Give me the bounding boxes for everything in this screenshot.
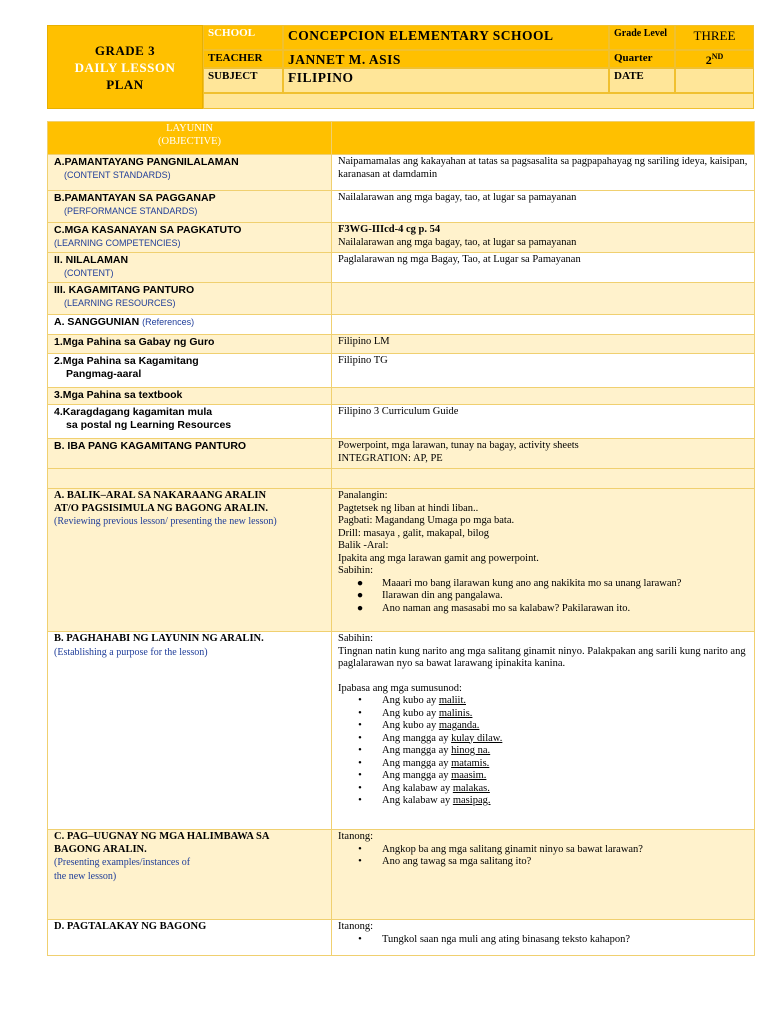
competency-code: F3WG-IIIcd-4 cg p. 54 [338, 224, 441, 235]
sentence-start: Ang kalabaw ay [382, 795, 453, 806]
date-label: DATE [609, 68, 675, 93]
table-row [48, 632, 755, 830]
content-standards-sub: (CONTENT STANDARDS) [64, 169, 171, 180]
row-label [48, 283, 332, 315]
other-value-2: INTEGRATION: AP, PE [338, 452, 443, 464]
header-spacer-row [203, 93, 754, 109]
date-value [675, 68, 754, 93]
proc-a-content [332, 489, 755, 632]
list-item [338, 795, 748, 808]
underlined-word: maliit. [438, 695, 466, 706]
teacher-label: TEACHER [203, 50, 283, 68]
row-label [48, 223, 332, 253]
quarter-label: Quarter [609, 50, 675, 68]
performance-standards-sub: (PERFORMANCE STANDARDS) [64, 205, 198, 216]
row-label [48, 155, 332, 191]
sentence-start: Ang kalabaw ay [382, 782, 453, 794]
list-item-text: Tungkol saan nga muli ang ating binasang teksto kahapon? [382, 933, 631, 945]
teacher-value: JANNET M. ASIS [288, 52, 401, 67]
list-item [338, 934, 748, 947]
list-item [338, 578, 748, 591]
row-label [48, 253, 332, 283]
proc-c-label: C. PAG–UUGNAY NG MGA HALIMBAWA SA [54, 831, 270, 842]
proc-c-line: Itanong: [338, 831, 373, 842]
sentence-start: Ang mangga ay [382, 745, 452, 756]
list-item [338, 770, 748, 783]
proc-b-sub: (Establishing a purpose for the lesson) [54, 646, 208, 658]
objective-title: LAYUNIN [166, 123, 213, 134]
grade-level-value: THREE [675, 25, 754, 50]
bullet-icon: • [358, 795, 362, 806]
resources-sub: (LEARNING RESOURCES) [64, 297, 176, 308]
bullet-icon: • [358, 732, 362, 744]
list-item [338, 720, 748, 733]
proc-c-label-cont: BAGONG ARALIN. [54, 843, 147, 855]
proc-a-label-cont: AT/O PAGSISIMULA NG BAGONG ARALIN. [54, 502, 269, 514]
proc-a-line: Balik -Aral: [338, 540, 389, 551]
table-row [48, 191, 755, 223]
bullet-icon: • [358, 707, 362, 719]
learner-label-cont: Pangmag-aaral [66, 367, 142, 380]
proc-a-line: Pagtetsek ng liban at hindi liban.. [338, 502, 479, 514]
performance-standards-value: Nailalarawan ang mga bagay, tao, at lugar sa pamayanan [332, 191, 755, 223]
proc-b-line: Sabihin: [338, 633, 374, 644]
bullet-icon: ● [356, 590, 364, 601]
list-item-text [382, 770, 486, 783]
bullet-icon: • [358, 757, 362, 769]
performance-standards-label: B.PAMANTAYAN SA PAGGANAP [54, 192, 216, 204]
references-label: A. SANGGUNIAN [54, 316, 140, 328]
table-row [48, 253, 755, 283]
underlined-word: malakas. [452, 782, 490, 794]
textbook-value [332, 388, 755, 405]
additional-value: Filipino 3 Curriculum Guide [332, 405, 755, 439]
content-sub: (CONTENT) [64, 267, 114, 278]
list-item-text [382, 720, 479, 733]
proc-a-label-cell [48, 489, 332, 632]
table-row [48, 405, 755, 439]
other-value-1: Powerpoint, mga larawan, tunay na bagay, activity sheets [338, 440, 579, 451]
references-value [332, 315, 755, 335]
underlined-word: hinog na. [451, 745, 491, 756]
proc-c-content [332, 830, 755, 920]
proc-c-sub-cont: the new lesson) [54, 871, 117, 882]
table-row [48, 489, 755, 632]
content-standards-value: Naipamamalas ang kakayahan at tatas sa pagsasalita sa pagpapahayag ng sariling ideya, kaisipan, karanasan at damdamin [332, 155, 755, 191]
list-item [338, 856, 748, 869]
resources-label: III. KAGAMITANG PANTURO [54, 284, 195, 296]
grade-level-label: Grade Level [609, 25, 675, 50]
list-item-text [382, 745, 490, 758]
subject-value-cell [283, 68, 609, 93]
table-row [48, 335, 755, 354]
content-value: Paglalarawan ng mga Bagay, Tao, at Lugar sa Pamayanan [332, 253, 755, 283]
row-label [48, 405, 332, 439]
plan-title: PLAN [106, 76, 144, 92]
list-item [338, 708, 748, 721]
table-row [48, 388, 755, 405]
objective-header [48, 122, 332, 155]
table-row [48, 223, 755, 253]
table-row [48, 283, 755, 315]
proc-d-line: Itanong: [338, 921, 373, 932]
underlined-word: masipag. [452, 795, 491, 806]
proc-a-line: Panalangin: [338, 490, 388, 501]
bullet-icon: ● [356, 602, 364, 614]
lesson-plan-header [47, 25, 754, 109]
sentence-start: Ang kubo ay [382, 695, 439, 706]
underlined-word: malinis. [438, 707, 473, 719]
proc-b-label-cell [48, 632, 332, 830]
school-value-cell [283, 25, 609, 50]
proc-a-line: Pagbati: Magandang Umaga po mga bata. [338, 515, 515, 526]
sentence-start: Ang mangga ay [382, 757, 452, 769]
underlined-word: maganda. [438, 720, 480, 731]
list-item-text [382, 758, 489, 771]
proc-a-line: Sabihin: [338, 565, 374, 576]
bullet-icon: • [358, 720, 362, 731]
list-item-text: Angkop ba ang mga salitang ginamit ninyo sa bawat larawan? [382, 843, 643, 855]
table-row [48, 354, 755, 388]
underlined-word: maasim. [451, 770, 487, 781]
grade-title: GRADE 3 [94, 42, 156, 58]
bullet-icon: • [358, 695, 362, 706]
list-item [338, 783, 748, 796]
list-item [338, 733, 748, 746]
table-row [48, 439, 755, 469]
objective-subtitle: (OBJECTIVE) [158, 135, 221, 147]
competencies-cell [332, 223, 755, 253]
underlined-word: matamis. [451, 757, 490, 769]
proc-c-sub: (Presenting examples/instances of [54, 857, 191, 868]
references-sub: (References) [142, 317, 195, 327]
quarter-value: 2 [705, 53, 712, 67]
content-standards-label: A.PAMANTAYANG PANGNILALAMAN [54, 156, 239, 168]
list-item [338, 844, 748, 857]
proc-b-label: B. PAGHAHABI NG LAYUNIN NG ARALIN. [54, 633, 264, 644]
list-item [338, 745, 748, 758]
proc-b-content [332, 632, 755, 830]
objective-header-row [48, 122, 755, 155]
proc-a-line: Ipakita ang mga larawan gamit ang powerpoint. [338, 552, 539, 564]
list-item-text: Ano naman ang masasabi mo sa kalabaw? Pakilarawan ito. [382, 602, 631, 614]
proc-d-label-cell [48, 920, 332, 956]
list-item-text [382, 695, 466, 708]
list-item-text: Ilarawan din ang pangalawa. [382, 590, 503, 601]
competencies-value: Nailalarawan ang mga bagay, tao, at lugar sa pamayanan [338, 236, 577, 248]
proc-c-label-cell [48, 830, 332, 920]
table-row [48, 920, 755, 956]
subject-value: FILIPINO [288, 70, 354, 85]
list-item-text: Maaari mo bang ilarawan kung ano ang nakikita mo sa unang larawan? [382, 577, 682, 589]
sentence-start: Ang mangga ay [382, 770, 452, 781]
bullet-icon: ● [356, 577, 364, 589]
list-item [338, 758, 748, 771]
lesson-plan-table [47, 121, 755, 956]
objective-header-blank [332, 122, 755, 155]
list-item-text [382, 708, 472, 721]
other-cell [332, 439, 755, 469]
resources-value [332, 283, 755, 315]
sentence-start: Ang kubo ay [382, 720, 439, 731]
quarter-suffix: ND [711, 52, 724, 61]
school-value: CONCEPCION ELEMENTARY SCHOOL [288, 28, 554, 43]
additional-label: 4.Karagdagang kagamitan mula [54, 406, 213, 418]
other-label: B. IBA PANG KAGAMITANG PANTURO [48, 439, 332, 469]
content-label: II. NILALAMAN [54, 254, 129, 266]
bullet-icon: • [358, 933, 362, 945]
competencies-sub: (LEARNING COMPETENCIES) [54, 237, 181, 248]
list-item-text: Ano ang tawag sa mga salitang ito? [382, 856, 532, 867]
proc-b-intro: Ipabasa ang mga sumusunod: [338, 682, 462, 694]
underlined-word: kulay dilaw. [451, 732, 503, 744]
learner-value: Filipino TG [332, 354, 755, 388]
list-item [338, 695, 748, 708]
sentence-start: Ang kubo ay [382, 707, 439, 719]
header-title-block [47, 25, 203, 109]
sentence-start: Ang mangga ay [382, 732, 452, 744]
table-row [48, 155, 755, 191]
row-label [48, 191, 332, 223]
blank-row [48, 469, 755, 489]
table-row [48, 315, 755, 335]
table-row [48, 830, 755, 920]
quarter-value-cell [675, 50, 754, 68]
row-label [48, 315, 332, 335]
proc-a-line: Drill: masaya , galit, makapal, bilog [338, 527, 490, 539]
bullet-icon: • [358, 782, 362, 794]
textbook-label: 3.Mga Pahina sa textbook [48, 388, 332, 405]
proc-d-label: D. PAGTALAKAY NG BAGONG [54, 921, 207, 932]
bullet-icon: • [358, 843, 362, 855]
list-item-text [382, 795, 490, 808]
list-item-text [382, 783, 490, 796]
list-item [338, 603, 748, 616]
school-label: SCHOOL [203, 25, 283, 50]
competencies-label: C.MGA KASANAYAN SA PAGKATUTO [54, 224, 242, 236]
teacher-value-cell [283, 50, 609, 68]
bullet-icon: • [358, 856, 362, 867]
proc-a-label: A. BALIK–ARAL SA NAKARAANG ARALIN [54, 490, 267, 501]
bullet-icon: • [358, 770, 362, 781]
list-item [338, 590, 748, 603]
daily-lesson-title: DAILY LESSON [74, 59, 176, 75]
proc-d-content [332, 920, 755, 956]
additional-label-cont: sa postal ng Learning Resources [66, 418, 232, 431]
bullet-icon: • [358, 745, 362, 756]
list-item-text [382, 733, 502, 746]
learner-label: 2.Mga Pahina sa Kagamitang [54, 355, 199, 367]
row-label [48, 354, 332, 388]
guide-value: Filipino LM [332, 335, 755, 354]
proc-b-paragraph: Tingnan natin kung narito ang mga salitang ginamit ninyo. Palakpakan ang sarili kung narito ang paglalarawan nyo sa bawat larawang ipinakita kanina. [338, 645, 746, 669]
subject-label: SUBJECT [203, 68, 283, 93]
proc-a-sub: (Reviewing previous lesson/ presenting the new lesson) [54, 516, 277, 527]
guide-label: 1.Mga Pahina sa Gabay ng Guro [48, 335, 332, 354]
